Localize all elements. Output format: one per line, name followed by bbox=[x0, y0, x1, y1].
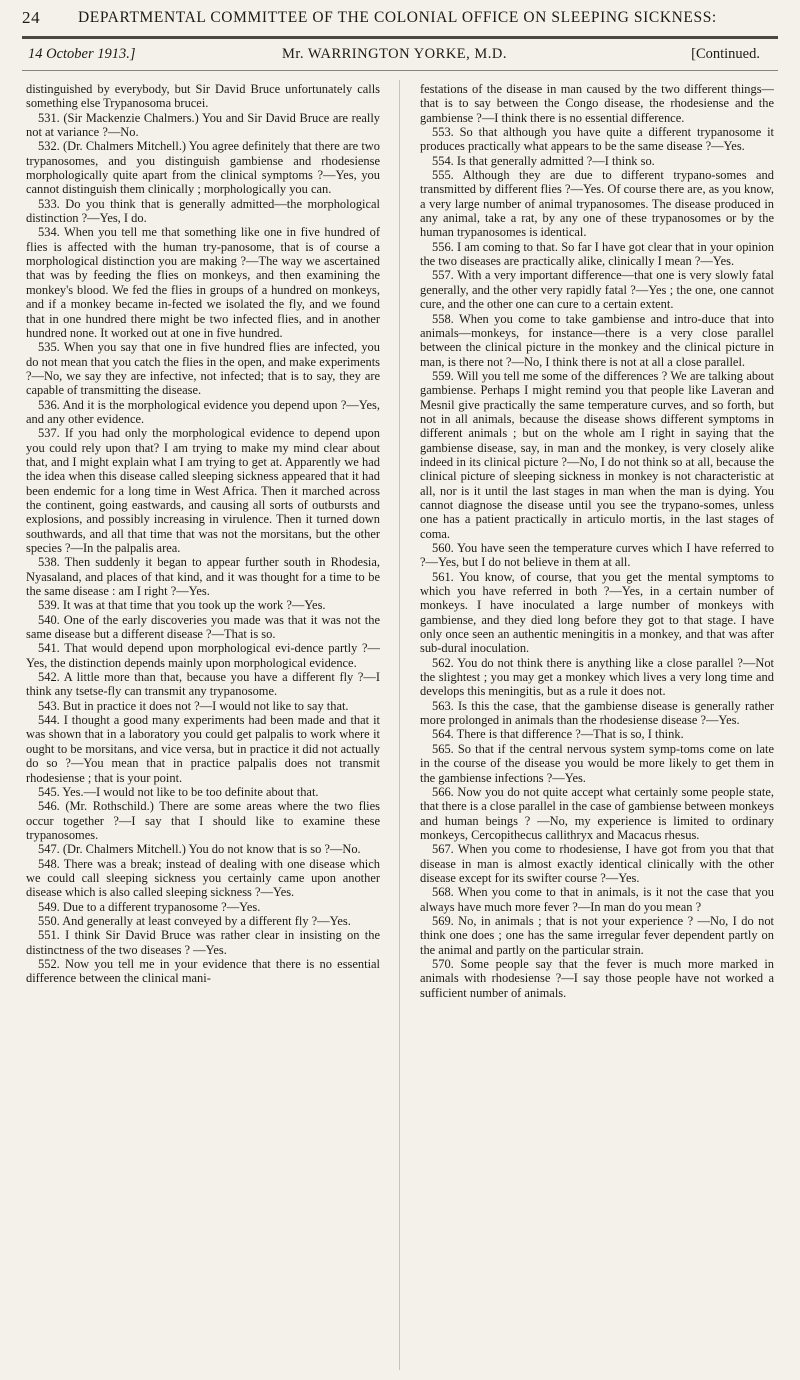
paragraph: 559. Will you tell me some of the differences ? We are talking about gambiense. Perhaps I might remind you that people like Laveran and Mesnil give practically the same temperature curves, and so forth, but not in all animals, because the disease shows different symptoms in different animals ; but on the whole am I right in saying that the gambiense disease, say, in man and the monkey, is very closely alike indeed in its clinical picture ?—No, I do not think so at all, because the clinical picture of sleeping sickness in monkey is not characteristic at all, nor is it until the last stages in man when the man is dying. You cannot diagnose the disease until you see the trypano-somes, unless one has a patient practically in articulo mortis, in the last stages of coma. bbox=[420, 368, 774, 541]
paragraph: 539. It was at that time that you took up the work ?—Yes. bbox=[38, 598, 326, 613]
paragraph: 561. You know, of course, that you get the mental symptoms to which you have referred in both ?—Yes, in a certain number of monkeys. I have inoculated a large number of monkeys with gambiense, and they died long before they got to that stage. I have only once seen an authentic meningitis in a monkey, and that was after sub-dural inoculation. bbox=[420, 569, 774, 656]
paragraph: 541. That would depend upon morphological evi-dence partly ?—Yes, the distinction depends mainly upon morphological evidence. bbox=[26, 641, 380, 670]
witness-name: Mr. WARRINGTON YORKE, M.D. bbox=[282, 46, 508, 62]
paragraph: 549. Due to a different trypanosome ?—Yes. bbox=[38, 899, 261, 914]
paragraph: 533. Do you think that is generally admitted—the morphological distinction ?—Yes, I do. bbox=[26, 196, 380, 226]
paragraph: 566. Now you do not quite accept what certainly some people state, that there is a close parallel in the case of gambiense between monkeys and human beings ? —No, my experience is limited to ordinary monkeys, Cercopithecus callithryx and Macacus rhesus. bbox=[420, 784, 774, 842]
paragraph: 532. (Dr. Chalmers Mitchell.) You agree definitely that there are two trypanosomes, and you distinguish gambiense and rhodesiense morphologically quite apart from the clinical symptoms ?—Yes, you cannot distinguish them clinically ; morphologically you can. bbox=[26, 139, 380, 197]
paragraph: 545. Yes.—I would not like to be too definite about that. bbox=[38, 784, 319, 799]
paragraph: 534. When you tell me that something like one in five hundred of flies is affected with the human try-panosome, that is of course a morphological distinction you are making ?—The way we ascertained that was by feeding the flies on monkeys, and then examining the monkey's blood. We fed the flies in groups of a hundred on monkeys, and if a monkey became in-fected we isolated the fly, and we found that in one hundred there might be two infected flies, and in another hundred none. It worked out at one in five hundred. bbox=[26, 225, 380, 340]
paragraph: festations of the disease in man caused by the two different things—that is to say between the Congo disease, the rhodesiense and the gambiense ?—I think there is no essential difference. bbox=[420, 82, 774, 125]
column-divider bbox=[399, 80, 400, 1370]
paragraph: distinguished by everybody, but Sir David Bruce unfortunately calls something else Trypanosoma brucei. bbox=[26, 82, 380, 111]
paragraph: 552. Now you tell me in your evidence that there is no essential difference between the clinical mani- bbox=[26, 956, 380, 986]
right-column bbox=[420, 82, 774, 1370]
paragraph: 550. And generally at least conveyed by a different fly ?—Yes. bbox=[38, 913, 351, 928]
continued-label: [Continued. bbox=[691, 46, 760, 62]
paragraph: 563. Is this the case, that the gambiense disease is generally rather more prolonged in animals than the rhodesiense disease ?—Yes. bbox=[420, 698, 774, 728]
paragraph: 548. There was a break; instead of dealing with one disease which we could call sleeping sickness you certainly came upon another disease which is also called sleeping sickness ?—Yes. bbox=[26, 856, 380, 900]
header-rule bbox=[22, 36, 778, 39]
paragraph: 564. There is that difference ?—That is so, I think. bbox=[432, 727, 684, 742]
paragraph: 536. And it is the morphological evidence you depend upon ?—Yes, and any other evidence. bbox=[26, 397, 380, 426]
running-title: DEPARTMENTAL COMMITTEE OF THE COLONIAL OFFICE ON SLEEPING SICKNESS: bbox=[78, 9, 717, 26]
paragraph: 570. Some people say that the fever is much more marked in animals with rhodesiense ?—I say those people have not worked a sufficient number of animals. bbox=[420, 956, 774, 1000]
paragraph: 543. But in practice it does not ?—I would not like to say that. bbox=[38, 698, 349, 713]
subheader bbox=[22, 46, 778, 68]
page-header bbox=[22, 8, 778, 30]
paragraph: 544. I thought a good many experiments had been made and that it was shown that in a laboratory you could get palpalis to work where it ought to be morsitans, and vice versa, but in practice it did not actually do so ?—You mean that in practice palpalis does not transmit rhodesiense ; that is your point. bbox=[26, 713, 380, 785]
subheader-rule bbox=[22, 70, 778, 71]
paragraph: 554. Is that generally admitted ?—I think so. bbox=[432, 153, 655, 168]
paragraph: 546. (Mr. Rothschild.) There are some areas where the two flies occur together ?—I say that I should like to examine these trypanosomes. bbox=[26, 799, 380, 842]
paragraph: 557. With a very important difference—that one is very slowly fatal generally, and the other very rapidly fatal ?—Yes ; the one, one cannot cure, and the other one can cure to a certain extent. bbox=[420, 268, 774, 312]
paragraph: 560. You have seen the temperature curves which I have referred to ?—Yes, but I do not believe in them at all. bbox=[420, 541, 774, 570]
left-column bbox=[26, 82, 380, 1370]
paragraph: 562. You do not think there is anything like a close parallel ?—Not the slightest ; you may get a monkey which lives a very long time and develops this meningitis, but as a rule it does not. bbox=[420, 655, 774, 699]
paragraph: 553. So that although you have quite a different trypanosome it produces practically what appears to be the same disease ?—Yes. bbox=[420, 125, 774, 154]
paragraph: 569. No, in animals ; that is not your experience ? —No, I do not think one does ; one has the same irregular fever dependent partly on the animal and partly on the particular strain. bbox=[420, 913, 774, 957]
paragraph: 555. Although they are due to different trypano-somes and transmitted by different flies ?—Yes. Of course there are, as you know, a very large number of animal trypanosomes. The disease produced in any animal, take a rat, by any one of these trypanosomes or by the human trypanosomes is identical. bbox=[420, 168, 774, 240]
page-number: 24 bbox=[22, 8, 41, 27]
paragraph: 551. I think Sir David Bruce was rather clear in insisting on the distinctness of the two diseases ? —Yes. bbox=[26, 928, 380, 957]
paragraph: 558. When you come to take gambiense and intro-duce that into animals—monkeys, for instance—there is a very close parallel between the clinical picture in the monkey and the clinical picture in man, is there not ?—No, I think there is not at all a close parallel. bbox=[420, 311, 774, 369]
paragraph: 540. One of the early discoveries you made was that it was not the same disease but a different disease ?—That is so. bbox=[26, 612, 380, 642]
paragraph: 531. (Sir Mackenzie Chalmers.) You and Sir David Bruce are really not at variance ?—No. bbox=[26, 110, 380, 140]
paragraph: 565. So that if the central nervous system symp-toms come on late in the course of the disease you would be more likely to get them in the gambiense infections ?—Yes. bbox=[420, 741, 774, 785]
paragraph: 535. When you say that one in five hundred flies are infected, you do not mean that you catch the flies in the open, and make experiments ?—No, we say they are infective, not infected; that is to say, they are capable of transmitting the disease. bbox=[26, 340, 380, 398]
paragraph: 538. Then suddenly it began to appear further south in Rhodesia, Nyasaland, and places of that kind, and it was thought for a time to be the same disease : am I right ?—Yes. bbox=[26, 555, 380, 599]
paragraph: 556. I am coming to that. So far I have got clear that in your opinion the two diseases are practically alike, clinically I mean ?—Yes. bbox=[420, 239, 774, 269]
paragraph: 542. A little more than that, because you have a different fly ?—I think any tsetse-fly can transmit any trypanosome. bbox=[26, 670, 380, 699]
paragraph: 567. When you come to rhodesiense, I have got from you that that disease in man is almost exactly identical clinically with the other disease except for its swifter course ?—Yes. bbox=[420, 842, 774, 885]
session-date: 14 October 1913.] bbox=[28, 46, 136, 62]
paragraph: 568. When you come to that in animals, is it not the case that you always have much more fever ?—In man do you mean ? bbox=[420, 885, 774, 914]
paragraph: 537. If you had only the morphological evidence to depend upon you could rely upon that? I am trying to make my mind clear about that, and I might explain what I am trying to get at. Apparently we had the idea when this disease called sleeping sickness appeared that it had been endemic for a long time in West Africa. Then it marched across the continent, going eastwards, and causing all sorts of outbursts and explosions, and possibly increasing in virulence. Then it turned down southwards, and all that time that was not the morsitans, but the other species ?—In the palpalis area. bbox=[26, 426, 380, 555]
paragraph: 547. (Dr. Chalmers Mitchell.) You do not know that is so ?—No. bbox=[38, 842, 361, 857]
